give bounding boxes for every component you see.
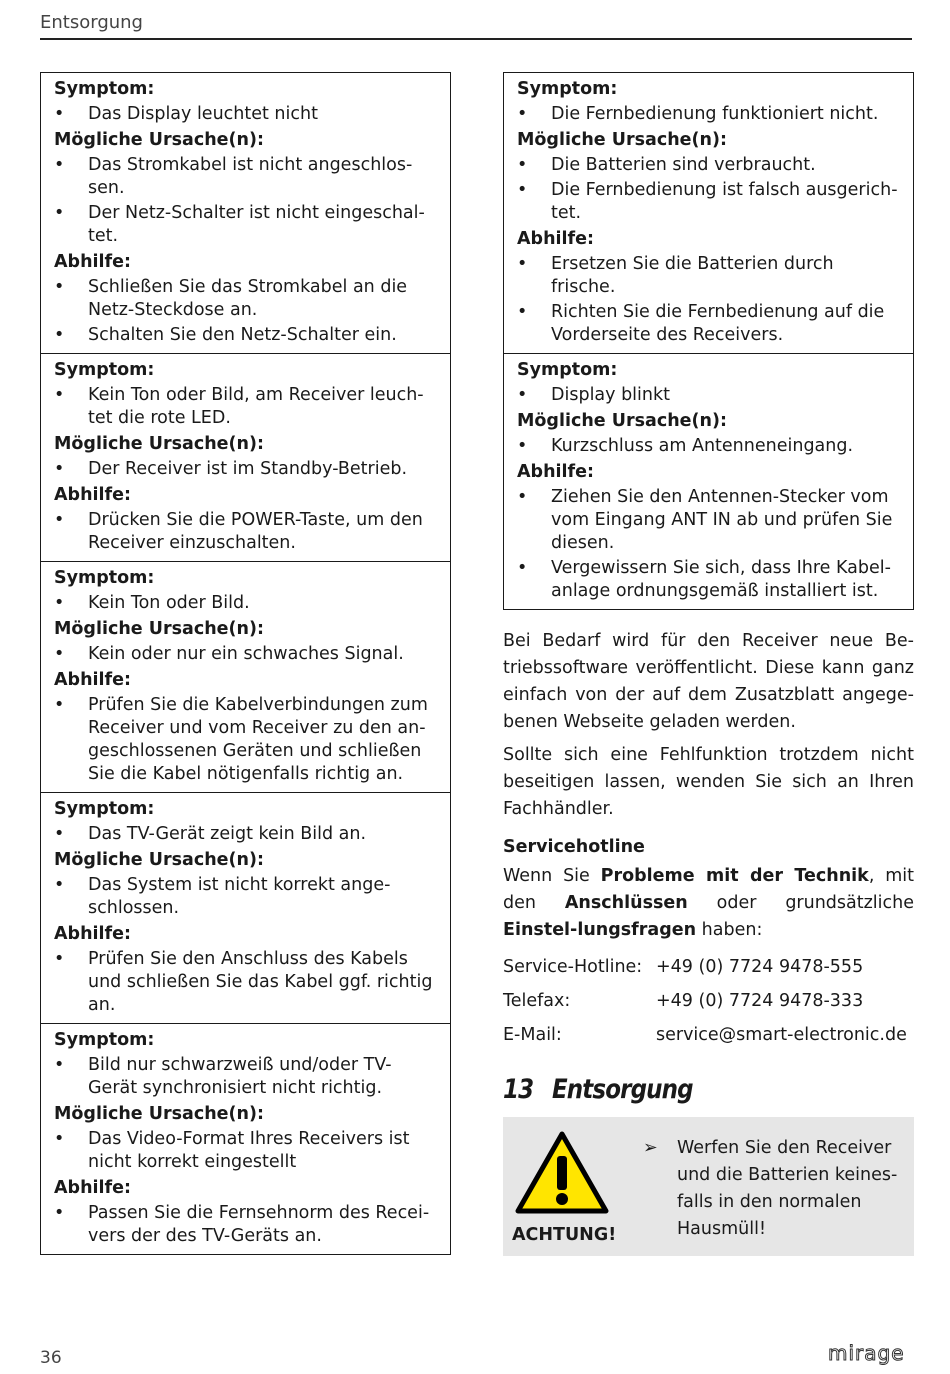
left-troubleshooting-table [40, 72, 451, 1255]
warning-box [503, 1117, 914, 1256]
symptom-label: Symptom: [54, 1030, 155, 1050]
symptom-label: Symptom: [54, 799, 155, 819]
right-column [503, 72, 914, 1256]
left-table-box [40, 72, 451, 1255]
service-intro-text: , mit den [503, 866, 914, 913]
remedy-item: • Ziehen Sie den Antennen-Stecker vom vom Eingang ANT IN ab und prüfen Sie diesen. [517, 486, 903, 555]
remedy-label: Abhilfe: [54, 924, 132, 944]
remedy-label: Abhilfe: [54, 1178, 132, 1198]
cause-item: • Die Batterien sind verbraucht. [517, 154, 903, 177]
symptom-label: Symptom: [54, 79, 155, 99]
symptom-item: • Das TV-Gerät zeigt kein Bild an. [54, 823, 440, 846]
section-number: 13 [503, 1074, 534, 1105]
symptom-item: • Die Fernbedienung funktioniert nicht. [517, 103, 903, 126]
remedy-item: • Passen Sie die Fernsehnorm des Recei-vers der des TV-Geräts an. [54, 1202, 440, 1248]
symptom-item: • Bild nur schwarzweiß und/oder TV-Gerät synchronisiert nicht richtig. [54, 1054, 440, 1100]
service-intro-text: Wenn Sie [503, 866, 601, 886]
service-intro-emphasis: Anschlüssen [564, 893, 688, 913]
troubleshooting-entry [41, 1023, 450, 1254]
cause-item: • Der Receiver ist im Standby-Betrieb. [54, 458, 440, 481]
cause-label: Mögliche Ursache(n): [517, 411, 727, 431]
remedy-item: • Drücken Sie die POWER-Taste, um den Receiver einzuschalten. [54, 509, 440, 555]
troubleshooting-entry [504, 353, 913, 609]
cause-item: • Das System ist nicht korrekt ange-schlossen. [54, 874, 440, 920]
remedy-item: • Prüfen Sie den Anschluss des Kabels und schließen Sie das Kabel ggf. richtig an. [54, 948, 440, 1017]
service-intro-emphasis: Einstel-lungsfragen [503, 920, 697, 940]
cause-label: Mögliche Ursache(n): [54, 130, 264, 150]
mirage-logo [828, 1344, 912, 1366]
running-header-title: Entsorgung [40, 12, 143, 33]
section-heading [503, 1074, 852, 1105]
symptom-item: • Kein Ton oder Bild. [54, 592, 440, 615]
remedy-item: • Richten Sie die Fernbedienung auf die Vorderseite des Receivers. [517, 301, 903, 347]
cause-label: Mögliche Ursache(n): [54, 1104, 264, 1124]
cause-item: • Der Netz-Schalter ist nicht eingeschal-tet. [54, 202, 440, 248]
symptom-item: • Das Display leuchtet nicht [54, 103, 440, 126]
service-intro-text: oder grundsätzliche [687, 893, 915, 913]
cause-item: • Die Fernbedienung ist falsch ausgerich-tet. [517, 179, 903, 225]
page-number: 36 [40, 1348, 62, 1368]
cause-label: Mögliche Ursache(n): [54, 619, 264, 639]
symptom-label: Symptom: [517, 360, 618, 380]
troubleshooting-entry [41, 353, 450, 561]
remedy-label: Abhilfe: [54, 252, 132, 272]
right-table-box [503, 72, 914, 610]
cause-item: • Kurzschluss am Antenneneingang. [517, 435, 903, 458]
fax-value: +49 (0) 7724 9478-333 [656, 991, 864, 1011]
cause-item: • Das Stromkabel ist nicht angeschlos-sen. [54, 154, 440, 200]
cause-item: • Kein oder nur ein schwaches Signal. [54, 643, 440, 666]
warning-caption: ACHTUNG! [512, 1225, 617, 1245]
symptom-label: Symptom: [517, 79, 618, 99]
remedy-label: Abhilfe: [54, 670, 132, 690]
servicehotline-heading: Servicehotline [503, 837, 645, 857]
troubleshooting-entry [504, 73, 913, 353]
contact-fax [503, 984, 914, 1018]
email-value: service@smart-electronic.de [656, 1025, 907, 1045]
remedy-label: Abhilfe: [517, 229, 595, 249]
remedy-label: Abhilfe: [54, 485, 132, 505]
malfunction-paragraph: Sollte sich eine Fehlfunktion trotzdem nicht beseitigen lassen, wenden Sie sich an Ihren Fachhändler. [503, 745, 914, 819]
service-intro-text: haben: [696, 920, 763, 940]
symptom-label: Symptom: [54, 568, 155, 588]
symptom-item: • Display blinkt [517, 384, 903, 407]
contact-email [503, 1018, 914, 1052]
hotline-label: Service-Hotline: [503, 957, 643, 977]
warning-triangle-icon [515, 1131, 609, 1215]
warning-text-block [643, 1135, 927, 1243]
svg-text:mirage: mirage [828, 1344, 905, 1365]
hotline-value: +49 (0) 7724 9478-555 [656, 957, 864, 977]
troubleshooting-entry [41, 792, 450, 1023]
warning-text: Werfen Sie den Receiver und die Batterien keines-falls in den normalen Hausmüll! [677, 1138, 898, 1239]
contact-hotline [503, 950, 914, 984]
troubleshooting-entry [41, 73, 450, 353]
symptom-label: Symptom: [54, 360, 155, 380]
troubleshooting-entry [41, 561, 450, 792]
cause-label: Mögliche Ursache(n): [54, 434, 264, 454]
section-title: Entsorgung [551, 1074, 693, 1105]
software-paragraph: Bei Bedarf wird für den Receiver neue Be-triebssoftware veröffentlicht. Diese kann ganz einfach von der auf dem Zusatzblatt angege-benen Webseite geladen werden. [503, 631, 914, 732]
cause-label: Mögliche Ursache(n): [517, 130, 727, 150]
symptom-item: • Kein Ton oder Bild, am Receiver leuch-tet die rote LED. [54, 384, 440, 430]
email-label: E-Mail: [503, 1025, 562, 1045]
service-intro [503, 863, 914, 944]
arrow-bullet-icon: ➢ [643, 1138, 658, 1158]
cause-label: Mögliche Ursache(n): [54, 850, 264, 870]
fax-label: Telefax: [503, 991, 571, 1011]
cause-item: • Das Video-Format Ihres Receivers ist nicht korrekt eingestellt [54, 1128, 440, 1174]
service-intro-emphasis: Probleme mit der Technik [600, 866, 869, 886]
remedy-item: • Vergewissern Sie sich, dass Ihre Kabel-anlage ordnungsgemäß installiert ist. [517, 557, 903, 603]
remedy-item: • Schalten Sie den Netz-Schalter ein. [54, 324, 440, 347]
remedy-item: • Ersetzen Sie die Batterien durch frische. [517, 253, 903, 299]
remedy-label: Abhilfe: [517, 462, 595, 482]
remedy-item: • Schließen Sie das Stromkabel an die Netz-Steckdose an. [54, 276, 440, 322]
remedy-item: • Prüfen Sie die Kabelverbindungen zum Receiver und vom Receiver zu den an-geschlossenen Geräten und schließen Sie die Kabel nötigenfalls richtig an. [54, 694, 440, 786]
header-rule [40, 38, 912, 40]
